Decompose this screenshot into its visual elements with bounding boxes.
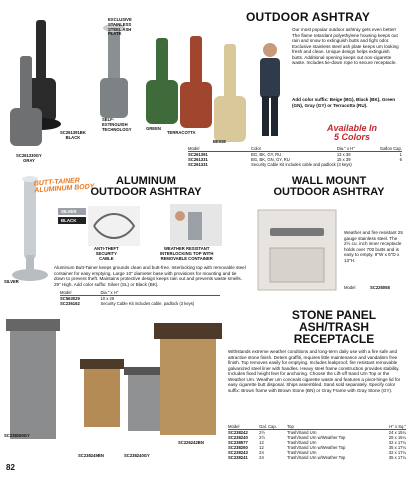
table-cell: SC261391 — [188, 152, 208, 157]
outdoor-ashtray-title: OUTDOOR ASHTRAY — [246, 10, 371, 24]
table-cell: 6 — [399, 157, 402, 162]
table-header: Top — [287, 424, 294, 429]
label-terracotta: TERRACOTTA — [167, 130, 196, 135]
outdoor-ashtray-section — [0, 0, 409, 170]
page-number: 82 — [6, 463, 15, 472]
table-cell: SC238240 — [228, 435, 248, 440]
wall-mount-description: Weather and fire resistant 25 gauge stainless steel. The 2½ cu. inch inner receptacle holds over 700 butts and is easy to empty. 9"W x 6"D x 13"H. — [344, 230, 403, 263]
swatch-silver: SILVER — [58, 208, 86, 215]
silver-label: SILVER — [4, 279, 19, 284]
stone-panel-section — [0, 305, 409, 480]
table-cell: SC236162 — [60, 301, 80, 306]
table-cell: Trash/Sand Urn — [287, 440, 317, 445]
label-sc238260gy: SC238260GY — [4, 433, 30, 438]
outdoor-ashtray-table — [188, 146, 402, 167]
label-sc238249bn: SC238249BN — [78, 453, 104, 458]
table-cell: 28 x 15¼ — [388, 435, 406, 440]
table-row — [188, 162, 402, 167]
table-cell: 24 — [259, 455, 264, 460]
aluminum-ashtray-table — [60, 290, 220, 306]
terracotta-urn — [180, 36, 212, 128]
table-header: Gallon Cap. — [379, 146, 402, 151]
table-cell: 10 x 29 — [100, 296, 115, 301]
available-colors-callout: Available In 5 Colors — [327, 123, 378, 142]
table-cell: 1 — [399, 152, 402, 157]
table-cell: SC261331 — [188, 162, 208, 167]
man-photo — [252, 40, 290, 140]
interlocking-top-photo — [170, 204, 222, 246]
table-cell: Trash/Sand Urn — [287, 450, 317, 455]
aluminum-ashtray-title: ALUMINUM OUTDOOR ASHTRAY — [90, 175, 202, 198]
table-cell: BG, BK, GN, GY, RU — [251, 157, 290, 162]
weather-resistant-caption: WEATHER RESISTANT INTERLOCKING TOP WITH REMOVABLE CONTAINER — [160, 246, 214, 261]
stone-receptacles-image — [4, 315, 224, 443]
table-cell: SC238242 — [228, 430, 248, 435]
table-cell: 13 x 38 — [336, 152, 351, 157]
security-cable-photo — [88, 206, 140, 246]
stone-panel-title: STONE PANEL ASH/TRASH RECEPTACLE — [291, 308, 377, 346]
aluminum-ashtray-section — [0, 170, 250, 310]
table-header: Dia." x H" — [100, 290, 119, 295]
label-black: SC261391BK BLACK — [60, 130, 86, 140]
table-header: Gal. Cap. — [259, 424, 277, 429]
table-cell: SC238243 — [228, 450, 248, 455]
table-cell: Security Cable Kit includes cable, padlock (3 keys) — [100, 301, 195, 306]
self-extinguish-urn — [100, 24, 128, 118]
table-cell: 32 x 17¼ — [388, 440, 406, 445]
table-cell: BG, BK, GY, RU — [251, 152, 282, 157]
wall-mount-title: WALL MOUNT OUTDOOR ASHTRAY — [273, 175, 385, 198]
wall-mount-model-label: Model — [344, 285, 356, 290]
label-gray: SC261330GY GRAY — [16, 153, 42, 163]
table-cell: Trash/Sand Urn — [287, 430, 317, 435]
table-cell: Trash/Sand Urn w/Weather Top — [287, 455, 346, 460]
stone-panel-table — [228, 424, 406, 460]
table-cell: Security Cable Kit includes cable and padlock (3 keys) — [251, 162, 352, 167]
stone-panel-description: Withstands extreme weather conditions and long-term daily use with a fire safe and attractive stone finish. Deters graffiti, requires little maintenance and vandalism free finish. Top removes easily for emptying. Includes leakproof, fire resistant removable galvanized steel liner with handles. Heavy steel frame construction provides stability. Includes fixed height feet for anchoring. Choose the Lift-off Sand Urn Top or the Weather Urn. Weather urn conceals cigarette waste and features a pivot-hinge lid for easy cigarette butt disposal. Ships assembled. Sand sold separately. Specify color suffix: Brown frame with Brown Stone (BN) or Gray Frame with Gray Stone (GY). — [228, 349, 401, 393]
outdoor-ashtray-colors: Add color suffix: Beige (BG), Black (BK), Green (GN), Gray (GY) or Terracotta (RU). — [292, 97, 396, 108]
table-cell: Trash/Sand Urn w/Weather Top — [287, 435, 346, 440]
aluminum-ashtray-description: Aluminum Butt-Tainer keeps grounds clean and butt-free. Interlocking top with removable steel container for easy emptying. Large 10" diameter base with provisions for mounting and tie down to prevent theft. Maintains protective design keeps rain out and prevents waste smells. 29" High. Add color suffix: Silver (SL) or Black (BK). — [54, 265, 246, 287]
aluminum-badge: BUTT-TAINER ALUMINUM BODY — [33, 177, 95, 195]
table-cell: 2½ — [259, 435, 265, 440]
wall-mount-section — [250, 170, 409, 310]
label-sc226242bn: SC226242BN — [178, 440, 204, 445]
table-header: H" x Sq." — [389, 424, 406, 429]
table-cell: Trash/Sand Urn w/Weather Top — [287, 445, 346, 450]
table-row — [228, 455, 406, 460]
table-cell: 35 x 17¼ — [388, 455, 406, 460]
callout-exclusive: EXCLUSIVE STAINLESS STEEL ASH PLATE — [108, 17, 132, 37]
table-cell: 35 x 17¼ — [388, 445, 406, 450]
table-cell: SC238241 — [228, 455, 248, 460]
table-header: Model — [188, 146, 200, 151]
table-cell: 24 x 15¼ — [388, 430, 406, 435]
table-cell: SC238577 — [228, 440, 248, 445]
table-header: Model — [60, 290, 72, 295]
table-cell: 32 x 17¼ — [388, 450, 406, 455]
table-cell: SC261331 — [188, 157, 208, 162]
label-beige: BEIGE — [213, 139, 227, 144]
table-header: Dia." x H" — [336, 146, 355, 151]
table-cell: 15 x 39 — [336, 157, 351, 162]
table-header: Color — [251, 146, 262, 151]
table-cell: 12 — [259, 445, 264, 450]
table-cell: 2½ — [259, 430, 265, 435]
table-cell: 24 — [259, 450, 264, 455]
table-cell: 12 — [259, 440, 264, 445]
beige-urn — [214, 44, 246, 142]
swatch-black: BLACK — [58, 217, 86, 224]
table-cell: SC238260 — [228, 445, 248, 450]
label-green: GREEN — [146, 126, 161, 131]
table-header: Model — [228, 424, 240, 429]
wall-mount-ashtray-image — [256, 208, 338, 292]
callout-self-extinguish: SELF- EXTINGUISH TECHNOLOGY — [102, 117, 132, 132]
label-sc238240gy: SC238240GY — [124, 453, 150, 458]
green-urn — [146, 38, 178, 124]
wall-mount-model: SC226058 — [370, 285, 390, 290]
outdoor-ashtray-description: Our most popular outdoor ashtray gets even better! The flame retardant polyethylene housing keeps out rain and snow to extinguish butts and fight odor. Exclusive stainless steel ash plate keeps urn looking fresh and clean. Unique design helps extinguish butts. Additional opening keeps out non-cigarette waste. Includes tie-down rope to secure receptacle. — [292, 27, 399, 65]
anti-theft-caption: ANTI-THEFT SECURITY CABLE — [94, 246, 119, 261]
table-cell: SC563029 — [60, 296, 80, 301]
